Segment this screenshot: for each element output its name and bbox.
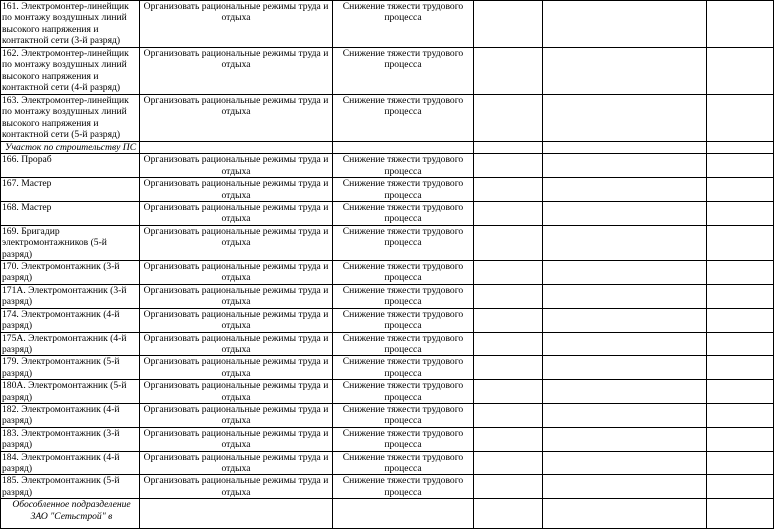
measure-cell: Организовать рациональные режимы труда и отдыха <box>140 475 333 499</box>
empty-cell <box>707 202 774 226</box>
empty-cell <box>543 380 707 404</box>
section-row <box>1 142 774 154</box>
section-row <box>1 499 774 529</box>
empty-cell <box>543 1 707 48</box>
position-cell: 163. Электромонтер-линейщик по монтажу воздушных линий высокого напряжения и контактной сети (5-й разряд) <box>1 95 140 142</box>
goal-cell: Снижение тяжести трудового процесса <box>333 154 474 178</box>
empty-cell <box>474 332 543 356</box>
empty-cell <box>474 202 543 226</box>
empty-cell <box>707 142 774 154</box>
measure-cell: Организовать рациональные режимы труда и отдыха <box>140 380 333 404</box>
goal-cell: Снижение тяжести трудового процесса <box>333 332 474 356</box>
measure-cell: Организовать рациональные режимы труда и отдыха <box>140 403 333 427</box>
measure-cell: Организовать рациональные режимы труда и отдыха <box>140 48 333 95</box>
empty-cell <box>543 499 707 529</box>
position-cell: 183. Электромонтажник (3-й разряд) <box>1 427 140 451</box>
position-cell: 170. Электромонтажник (3-й разряд) <box>1 261 140 285</box>
measure-cell: Организовать рациональные режимы труда и отдыха <box>140 95 333 142</box>
table-row <box>1 225 774 260</box>
empty-cell <box>707 451 774 475</box>
measure-cell <box>140 499 333 529</box>
goal-cell: Снижение тяжести трудового процесса <box>333 427 474 451</box>
empty-cell <box>543 225 707 260</box>
position-cell: 162. Электромонтер-линейщик по монтажу воздушных линий высокого напряжения и контактной сети (4-й разряд) <box>1 48 140 95</box>
table-row <box>1 154 774 178</box>
empty-cell <box>474 475 543 499</box>
empty-cell <box>543 154 707 178</box>
position-cell: 185. Электромонтажник (5-й разряд) <box>1 475 140 499</box>
empty-cell <box>543 284 707 308</box>
table-row <box>1 95 774 142</box>
measure-cell: Организовать рациональные режимы труда и отдыха <box>140 284 333 308</box>
table-row <box>1 178 774 202</box>
empty-cell <box>543 202 707 226</box>
empty-cell <box>707 261 774 285</box>
empty-cell <box>474 499 543 529</box>
empty-cell <box>707 284 774 308</box>
goal-cell: Снижение тяжести трудового процесса <box>333 202 474 226</box>
table-row <box>1 261 774 285</box>
table-row <box>1 202 774 226</box>
table-row <box>1 48 774 95</box>
empty-cell <box>707 356 774 380</box>
goal-cell <box>333 499 474 529</box>
measure-cell <box>140 142 333 154</box>
table-row <box>1 380 774 404</box>
empty-cell <box>707 154 774 178</box>
position-cell: 168. Мастер <box>1 202 140 226</box>
measure-cell: Организовать рациональные режимы труда и отдыха <box>140 261 333 285</box>
empty-cell <box>474 308 543 332</box>
position-cell: 166. Прораб <box>1 154 140 178</box>
goal-cell: Снижение тяжести трудового процесса <box>333 403 474 427</box>
measure-cell: Организовать рациональные режимы труда и отдыха <box>140 202 333 226</box>
position-cell: 174. Электромонтажник (4-й разряд) <box>1 308 140 332</box>
empty-cell <box>707 427 774 451</box>
position-cell: 180А. Электромонтажник (5-й разряд) <box>1 380 140 404</box>
empty-cell <box>543 475 707 499</box>
measure-cell: Организовать рациональные режимы труда и отдыха <box>140 154 333 178</box>
goal-cell: Снижение тяжести трудового процесса <box>333 95 474 142</box>
position-cell: 184. Электромонтажник (4-й разряд) <box>1 451 140 475</box>
empty-cell <box>474 154 543 178</box>
empty-cell <box>707 1 774 48</box>
goal-cell: Снижение тяжести трудового процесса <box>333 261 474 285</box>
measure-cell: Организовать рациональные режимы труда и отдыха <box>140 308 333 332</box>
empty-cell <box>543 451 707 475</box>
empty-cell <box>474 380 543 404</box>
section-title: Участок по строительству ПС <box>1 142 140 154</box>
empty-cell <box>543 142 707 154</box>
empty-cell <box>707 475 774 499</box>
table-row <box>1 308 774 332</box>
table-row <box>1 451 774 475</box>
goal-cell: Снижение тяжести трудового процесса <box>333 225 474 260</box>
empty-cell <box>474 178 543 202</box>
position-cell: 169. Бригадир электромонтажников (5-й разряд) <box>1 225 140 260</box>
measure-cell: Организовать рациональные режимы труда и отдыха <box>140 427 333 451</box>
position-cell: 175А. Электромонтажник (4-й разряд) <box>1 332 140 356</box>
empty-cell <box>707 48 774 95</box>
empty-cell <box>543 332 707 356</box>
empty-cell <box>707 403 774 427</box>
empty-cell <box>707 499 774 529</box>
table-row <box>1 475 774 499</box>
empty-cell <box>543 308 707 332</box>
empty-cell <box>474 1 543 48</box>
measures-table-body <box>1 1 774 529</box>
position-cell: 179. Электромонтажник (5-й разряд) <box>1 356 140 380</box>
empty-cell <box>707 332 774 356</box>
table-row <box>1 427 774 451</box>
empty-cell <box>543 261 707 285</box>
empty-cell <box>543 178 707 202</box>
position-cell: 161. Электромонтер-линейщик по монтажу воздушных линий высокого напряжения и контактной сети (3-й разряд) <box>1 1 140 48</box>
position-cell: 167. Мастер <box>1 178 140 202</box>
position-cell: 182. Электромонтажник (4-й разряд) <box>1 403 140 427</box>
empty-cell <box>474 356 543 380</box>
empty-cell <box>707 308 774 332</box>
empty-cell <box>474 225 543 260</box>
goal-cell: Снижение тяжести трудового процесса <box>333 1 474 48</box>
goal-cell: Снижение тяжести трудового процесса <box>333 475 474 499</box>
empty-cell <box>474 261 543 285</box>
measure-cell: Организовать рациональные режимы труда и отдыха <box>140 225 333 260</box>
measure-cell: Организовать рациональные режимы труда и отдыха <box>140 178 333 202</box>
empty-cell <box>543 403 707 427</box>
empty-cell <box>474 403 543 427</box>
goal-cell: Снижение тяжести трудового процесса <box>333 451 474 475</box>
goal-cell: Снижение тяжести трудового процесса <box>333 48 474 95</box>
goal-cell: Снижение тяжести трудового процесса <box>333 308 474 332</box>
empty-cell <box>543 427 707 451</box>
measure-cell: Организовать рациональные режимы труда и отдыха <box>140 332 333 356</box>
table-row <box>1 284 774 308</box>
empty-cell <box>707 225 774 260</box>
goal-cell: Снижение тяжести трудового процесса <box>333 356 474 380</box>
section-title: Обособленное подразделение ЗАО "Сетьстрой" в <box>1 499 140 529</box>
goal-cell <box>333 142 474 154</box>
goal-cell: Снижение тяжести трудового процесса <box>333 380 474 404</box>
measure-cell: Организовать рациональные режимы труда и отдыха <box>140 1 333 48</box>
measure-cell: Организовать рациональные режимы труда и отдыха <box>140 356 333 380</box>
goal-cell: Снижение тяжести трудового процесса <box>333 284 474 308</box>
empty-cell <box>474 451 543 475</box>
empty-cell <box>474 48 543 95</box>
table-row <box>1 1 774 48</box>
table-row <box>1 356 774 380</box>
empty-cell <box>543 356 707 380</box>
empty-cell <box>707 380 774 404</box>
table-row <box>1 403 774 427</box>
goal-cell: Снижение тяжести трудового процесса <box>333 178 474 202</box>
empty-cell <box>474 427 543 451</box>
measure-cell: Организовать рациональные режимы труда и отдыха <box>140 451 333 475</box>
empty-cell <box>707 95 774 142</box>
empty-cell <box>474 142 543 154</box>
table-row <box>1 332 774 356</box>
empty-cell <box>543 95 707 142</box>
position-cell: 171А. Электромонтажник (3-й разряд) <box>1 284 140 308</box>
empty-cell <box>474 284 543 308</box>
empty-cell <box>707 178 774 202</box>
empty-cell <box>543 48 707 95</box>
empty-cell <box>474 95 543 142</box>
